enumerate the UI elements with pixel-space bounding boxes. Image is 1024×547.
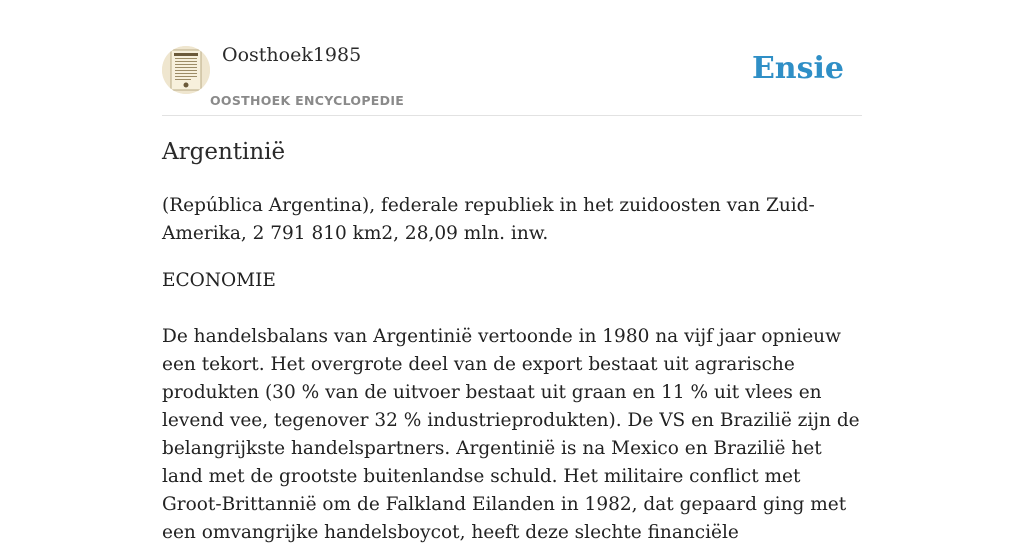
article-intro: (República Argentina), federale republiek in het zuidoosten van Zuid-Amerika, 2 791 810 km2, 28,09 mln. inw. xyxy=(162,195,815,244)
section-paragraph: De handelsbalans van Argentinië vertoonde in 1980 na vijf jaar opnieuw een tekort. Het overgrote deel van de export bestaat uit agrarische produkten (30 % van de uitvoer bestaat uit graan en 11 % uit vlees en levend vee, tegenover 32 % industrieprodukten). De VS en Brazilië zijn de belangrijkste handelspartners. Argentinië is na Mexico en Brazilië het land met de grootste buitenlandse schuld. Het militaire conflict met Groot-Brittannië om de Falkland Eilanden in 1982, dat gepaard ging met een omvangrijke handelsboycot, heeft deze slechte financiële xyxy=(162,326,860,543)
page-title: Argentinië xyxy=(162,139,286,165)
article-header xyxy=(162,0,862,116)
source-label[interactable]: OOSTHOEK ENCYCLOPEDIE xyxy=(210,93,405,108)
ensie-logo[interactable]: Ensie xyxy=(751,51,844,86)
article-body xyxy=(162,192,862,547)
book-cover-icon xyxy=(162,46,210,94)
article-page xyxy=(162,0,862,543)
section-heading: ECONOMIE xyxy=(162,270,276,291)
username[interactable]: Oosthoek1985 xyxy=(222,44,362,66)
avatar[interactable] xyxy=(162,46,210,94)
